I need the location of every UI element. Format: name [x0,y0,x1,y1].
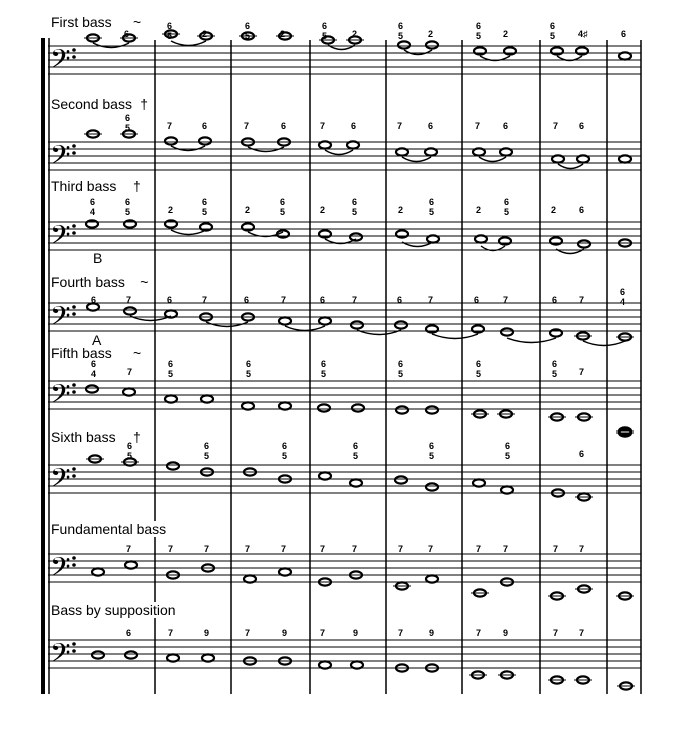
figure-numeral: 6 [397,295,403,305]
whole-note [501,328,513,335]
figure-numeral: 2 [168,205,174,215]
figure-numeral: 6 [127,441,133,451]
figure-numeral: 7 [126,295,132,305]
figure-numeral: 7 [579,367,585,377]
whole-note [395,321,407,328]
tie-slur [93,43,129,48]
letter-a: A [92,332,102,348]
whole-note [86,220,98,227]
figure-numeral: 6 [550,21,556,31]
clef-dot [72,48,76,52]
tie-slur [404,50,432,55]
figure-numeral: 7 [204,544,210,554]
figure-numeral: 7 [245,544,251,554]
figure-numeral: 7 [352,544,358,554]
whole-note [500,148,512,155]
whole-note [352,404,364,411]
staff-label-mark: ~ [140,274,149,290]
figure-numeral: 5 [280,207,286,217]
figure-numeral: 7 [553,121,559,131]
figure-numeral: 7 [168,544,174,554]
whole-note [123,388,135,395]
tie-slur [583,341,625,346]
figure-numeral: 5 [168,369,174,379]
tie-slur [479,157,506,162]
figure-numeral: 7 [320,628,326,638]
figure-numeral: 2 [320,205,326,215]
clef-dot [72,312,76,316]
whole-note [578,240,590,247]
staff-label: First bass [51,14,112,30]
clef-dot [72,55,76,59]
figure-numeral: 5 [476,31,482,41]
tie-slur [507,338,556,343]
figure-numeral: 6 [281,121,287,131]
whole-note [427,235,439,242]
figure-numeral: 7 [281,295,287,305]
whole-note [86,385,98,392]
staff-label-mark: † [133,429,141,445]
figure-numeral: 5 [125,123,131,133]
whole-note [201,395,213,402]
figure-numeral: 6 [353,441,359,451]
figure-numeral: 5 [167,31,173,41]
figure-numeral: 6 [90,197,96,207]
clef-dot [72,383,76,387]
figure-numeral: 7 [428,544,434,554]
figure-numeral: 9 [204,628,210,638]
figure-numeral: 5 [127,451,133,461]
whole-note [350,479,362,486]
figure-numeral: 7 [167,121,173,131]
figure-numeral: 5 [125,207,131,217]
whole-note [244,575,256,582]
whole-note [619,155,631,162]
whole-note [619,52,631,59]
whole-note [475,235,487,242]
whole-note [124,220,136,227]
figure-numeral: 5 [505,451,511,461]
figure-numeral: 6 [474,295,480,305]
figure-numeral: 6 [204,441,210,451]
staff-label: Sixth bass [51,429,116,445]
figure-numeral: 7 [428,295,434,305]
figure-numeral: 6 [91,359,97,369]
clef-dot [72,563,76,567]
whole-note [165,395,177,402]
whole-note [473,479,485,486]
whole-note [552,155,564,162]
tie-slur [402,157,431,162]
figure-numeral: 7 [245,628,251,638]
figure-numeral: 4 [620,297,626,307]
figure-numeral: 6 [621,29,627,39]
figure-numeral: 6 [352,197,358,207]
figure-numeral: 7 [202,295,208,305]
whole-note [395,476,407,483]
whole-note [473,148,485,155]
figure-numeral: 6 [579,121,585,131]
figure-numeral: 7 [579,628,585,638]
figure-numeral: 7 [476,628,482,638]
figure-numeral: 7 [320,121,326,131]
whole-note [426,41,438,48]
figure-numeral: 5 [204,451,210,461]
figure-numeral: 7 [320,544,326,554]
whole-note [576,47,588,54]
whole-note [167,462,179,469]
clef-dot [72,649,76,653]
figure-numeral: 6 [320,295,326,305]
figure-numeral: 6 [505,441,511,451]
staff-label: Bass by supposition [51,602,176,618]
whole-note [319,472,331,479]
whole-note [242,402,254,409]
figure-numeral: 4 [90,207,96,217]
figure-numeral: 6 [167,21,173,31]
figure-numeral: 6 [168,359,174,369]
figure-numeral: 9 [353,628,359,638]
figure-numeral: 6 [552,295,558,305]
figure-numeral: 6 [429,441,435,451]
figure-numeral: 5 [398,31,404,41]
clef-dot [72,305,76,309]
figure-numeral: 6 [428,121,434,131]
tie-slur [171,41,206,46]
bass-clef-icon: 𝄢 [50,551,71,589]
clef-dot [72,642,76,646]
figure-numeral: 2 [476,205,482,215]
whole-note [426,575,438,582]
figure-numeral: 6 [245,21,251,31]
staff-label-mark: † [133,178,141,194]
tie-slur [171,230,206,235]
figure-numeral: 2 [551,205,557,215]
staff-label: Fundamental bass [51,521,167,537]
whole-note [167,654,179,661]
whole-note [279,568,291,575]
figure-numeral: 4♯ [578,29,588,39]
whole-note [474,47,486,54]
staff-label-mark: † [140,96,149,112]
whole-note [242,223,254,230]
whole-note [504,47,516,54]
whole-note [396,230,408,237]
whole-note [165,137,177,144]
clef-dot [72,144,76,148]
figure-numeral: 5 [398,369,404,379]
figure-numeral: 9 [503,628,509,638]
whole-note [396,406,408,413]
figure-numeral: 6 [202,197,208,207]
whole-note [550,329,562,336]
figure-numeral: 7 [398,544,404,554]
figure-numeral: 6 [321,359,327,369]
figure-numeral: 5 [353,451,359,461]
figure-numeral: 2 [352,29,358,39]
staff-label: Third bass [51,178,117,194]
clef-dot [72,231,76,235]
whole-note [396,148,408,155]
figure-numeral: 7 [503,295,509,305]
figure-numeral: 6 [126,628,132,638]
figure-numeral: 6 [91,295,97,305]
figure-numeral: 6 [579,449,585,459]
tie-slur [432,334,478,339]
figure-numeral: 6 [579,205,585,215]
whole-note [551,47,563,54]
whole-note [92,568,104,575]
staff-label: Fifth bass [51,345,112,361]
figure-numeral: 5 [429,451,435,461]
figure-numeral: 2 [503,29,509,39]
figure-numeral: 2 [398,205,404,215]
whole-note [279,402,291,409]
figure-numeral: 5 [429,207,435,217]
whole-note [351,321,363,328]
whole-note [124,307,136,314]
figure-numeral: 7 [475,121,481,131]
figure-numeral: 5 [246,369,252,379]
figure-numeral: 6 [125,113,131,123]
whole-note [165,220,177,227]
figure-numeral: 6 [322,21,328,31]
figure-numeral: 6 [429,197,435,207]
whole-note [472,325,484,332]
figure-numeral: 6 [398,21,404,31]
figure-numeral: 7 [476,544,482,554]
figure-numeral: 5 [476,369,482,379]
figure-numeral: 7 [503,544,509,554]
figure-numeral: 2 [245,205,251,215]
whole-note [347,141,359,148]
clef-dot [72,467,76,471]
bass-clef-icon: 𝄢 [50,139,71,177]
figure-numeral: 5 [352,207,358,217]
whole-note [426,406,438,413]
whole-note [501,486,513,493]
whole-note [577,155,589,162]
figure-numeral: 5 [504,207,510,217]
clef-dot [72,224,76,228]
staff-label: Fourth bass [51,274,125,290]
whole-note [319,141,331,148]
whole-note [319,661,331,668]
figure-numeral: 6 [125,197,131,207]
figure-numeral: 2 [280,29,286,39]
whole-note [426,483,438,490]
whole-note [318,404,330,411]
figure-numeral: 6 [167,295,173,305]
figure-numeral: 6 [476,359,482,369]
whole-note [92,651,104,658]
figure-numeral: 6 [552,359,558,369]
figure-numeral: 6 [246,359,252,369]
whole-note [550,237,562,244]
figure-numeral: 6 [282,441,288,451]
figure-numeral: 7 [352,295,358,305]
bass-clef-icon: 𝄢 [50,219,71,257]
bass-clef-icon: 𝄢 [50,300,71,338]
whole-note [319,317,331,324]
whole-note [125,561,137,568]
whole-note [499,237,511,244]
whole-note [125,651,137,658]
figure-numeral: 7 [126,544,132,554]
figure-numeral: 7 [579,544,585,554]
figure-numeral: 7 [398,628,404,638]
tie-slur [558,164,583,169]
figure-numeral: 7 [553,628,559,638]
figure-numeral: 6 [351,121,357,131]
clef-dot [72,556,76,560]
bass-clef-icon: 𝄢 [50,462,71,500]
whole-note [426,325,438,332]
whole-note [200,223,212,230]
whole-note [319,230,331,237]
figure-numeral: 7 [127,367,133,377]
bass-clef-icon: 𝄢 [50,378,71,416]
figure-numeral: 6 [398,359,404,369]
tie-slur [171,146,205,151]
staff-label: Second bass [51,96,132,112]
clef-dot [72,474,76,478]
bass-clef-icon: 𝄢 [50,43,71,81]
figure-numeral: 2 [202,29,208,39]
letter-b: B [93,250,103,266]
figure-numeral: 5 [202,207,208,217]
figure-numeral: 5 [552,369,558,379]
bass-clef-icon: 𝄢 [50,637,71,675]
figure-numeral: 5 [282,451,288,461]
figure-numeral: 6 [202,121,208,131]
clef-dot [72,151,76,155]
staff-label-mark: ~ [133,345,142,361]
figure-numeral: 5 [550,31,556,41]
figure-numeral: 6 [244,295,250,305]
figure-numeral: 5 [321,369,327,379]
whole-note [398,41,410,48]
clef-dot [72,390,76,394]
figure-numeral: 5 [245,31,251,41]
figure-numeral: 7 [168,628,174,638]
figure-numeral: 6 [280,197,286,207]
whole-note [199,137,211,144]
figure-numeral: 6 [476,21,482,31]
figure-numeral: 5 [322,31,328,41]
figure-numeral: 7 [579,295,585,305]
figure-numeral: 7 [397,121,403,131]
figure-numeral: 4 [91,369,97,379]
figure-numeral: 7 [244,121,250,131]
figure-numeral: 7 [553,544,559,554]
figure-numeral: 6 [504,197,510,207]
whole-note [425,148,437,155]
figure-numeral: 6 [124,29,130,39]
figure-numeral: 9 [282,628,288,638]
whole-note [351,661,363,668]
figure-numeral: 2 [428,29,434,39]
figure-numeral: 6 [503,121,509,131]
tie-slur [285,326,325,331]
tie-slur [325,150,353,155]
figure-numeral: 9 [429,628,435,638]
whole-note [279,317,291,324]
whole-note [202,654,214,661]
figure-numeral: 6 [620,287,626,297]
figure-numeral: 7 [281,544,287,554]
staff-label-mark: ~ [133,14,142,30]
